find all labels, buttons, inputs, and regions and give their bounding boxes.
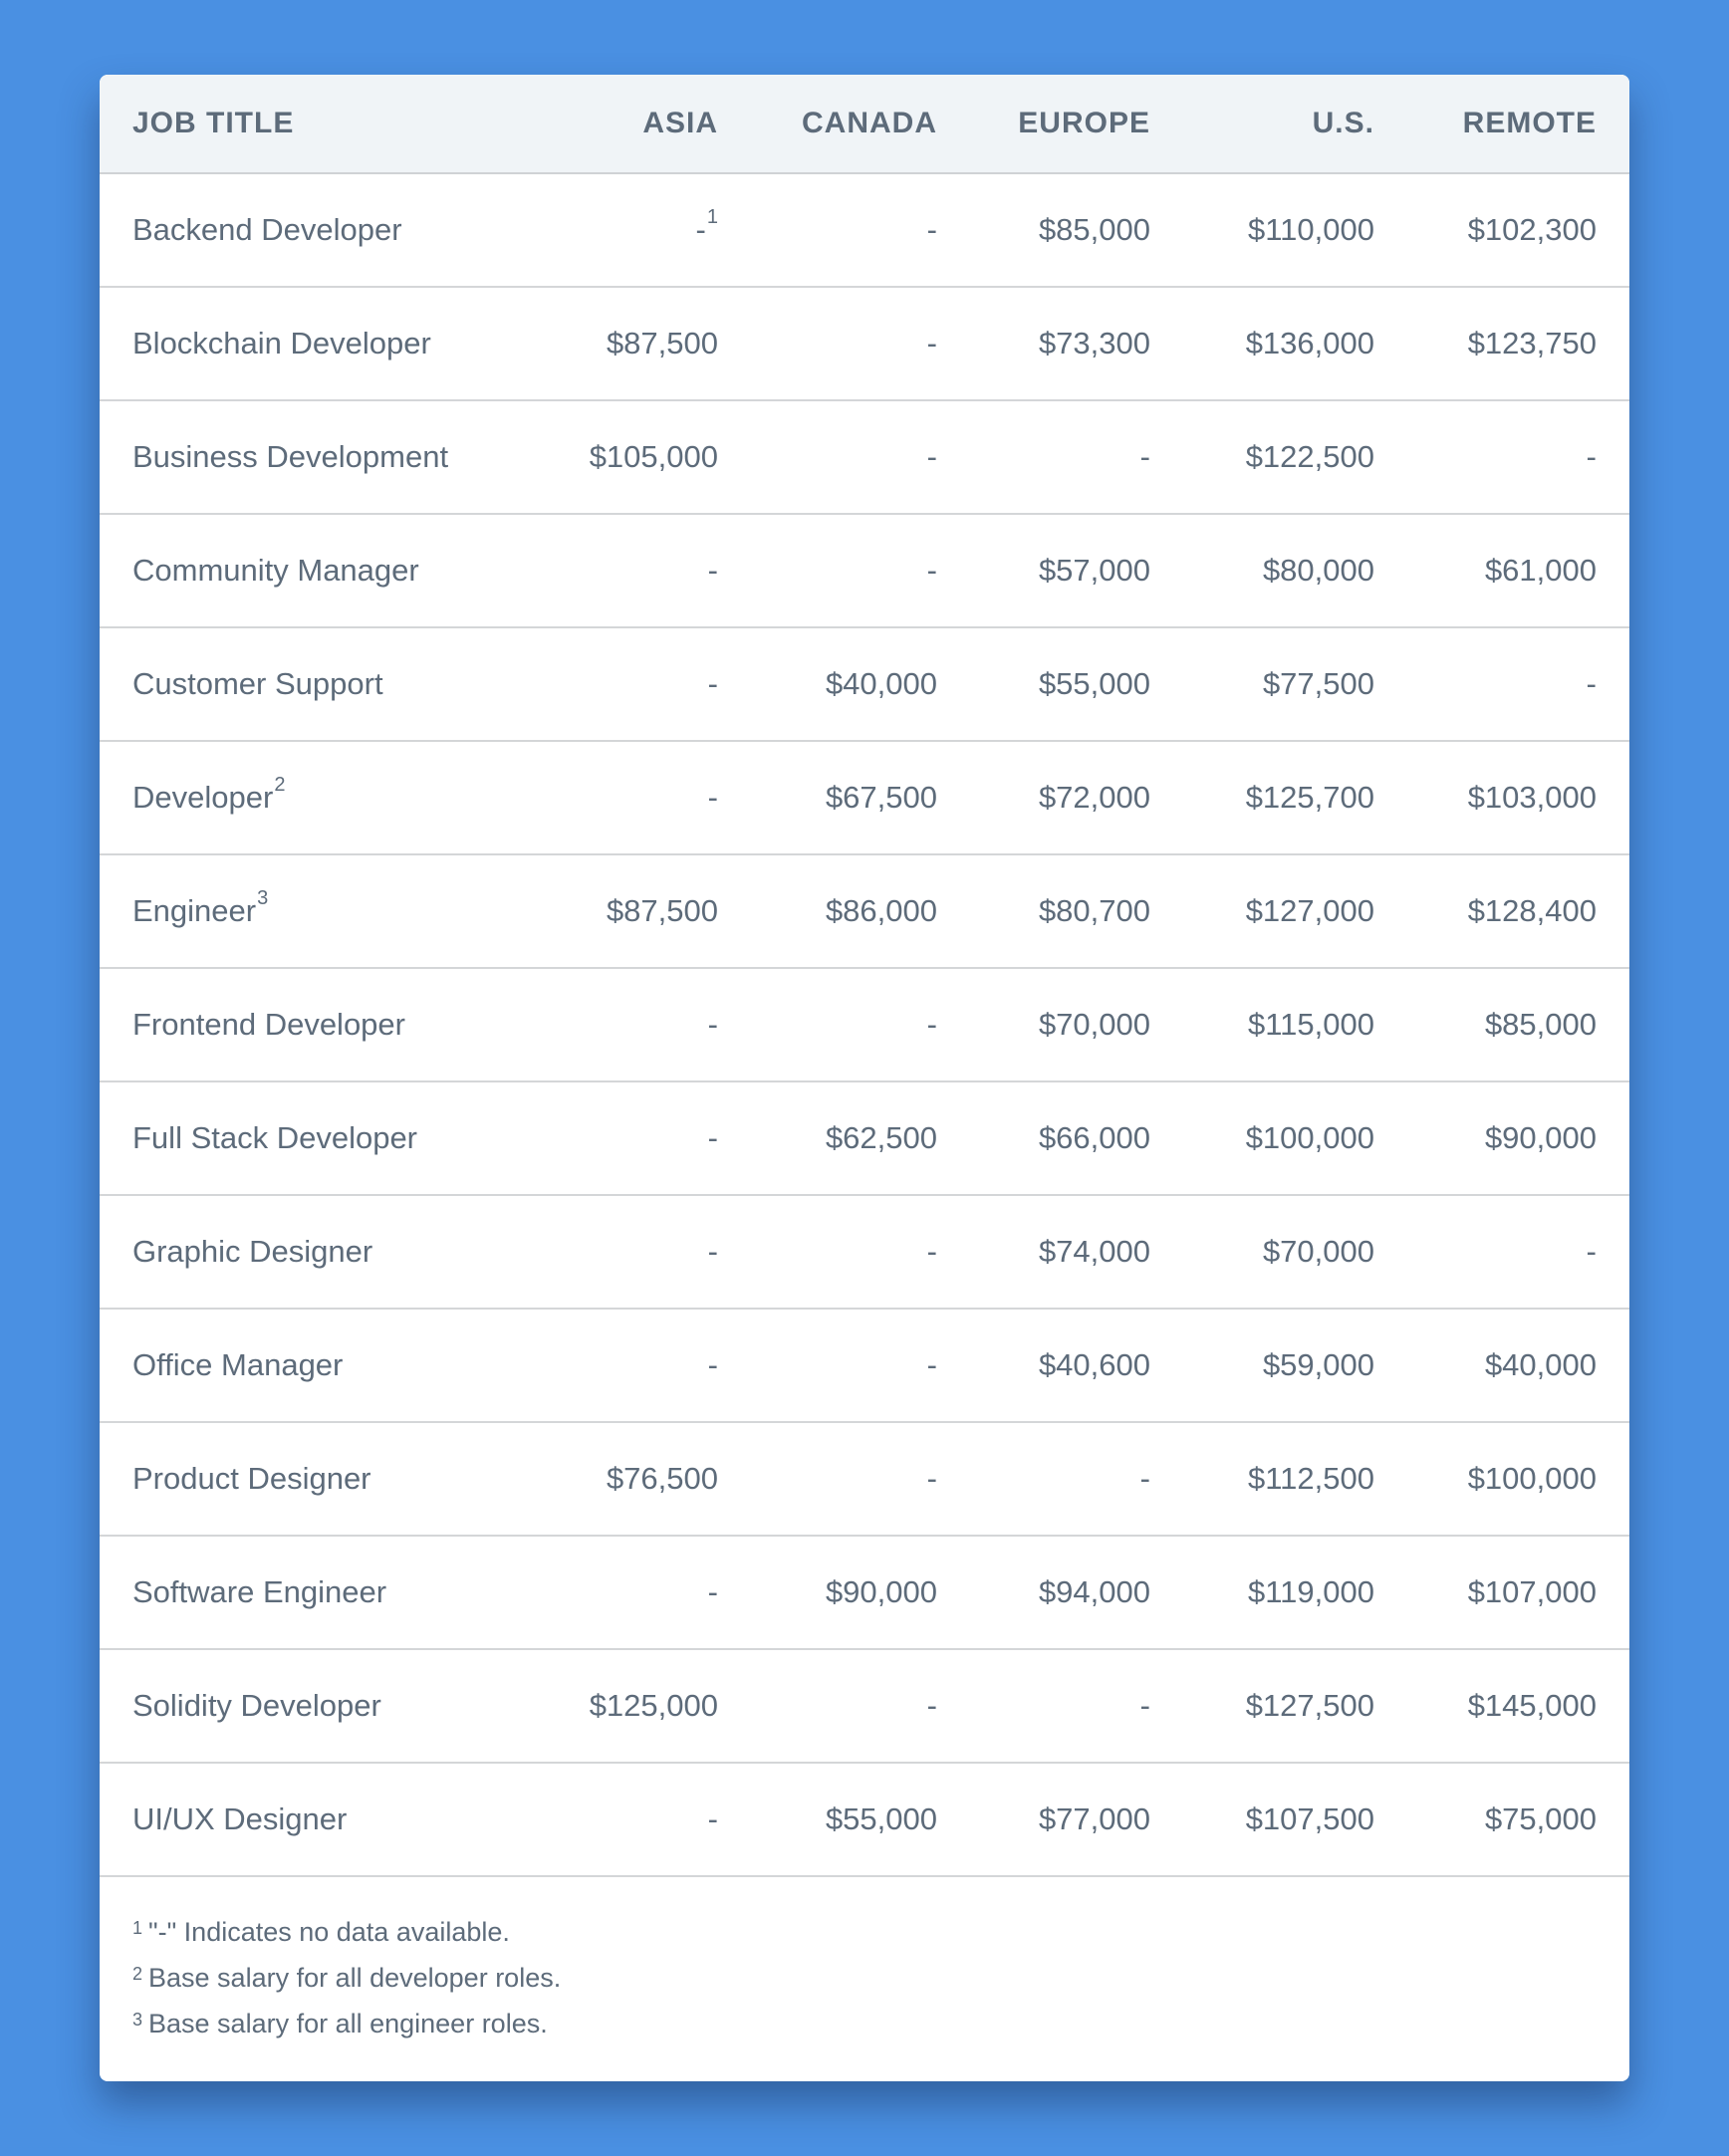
job-title: Developer [132,780,274,815]
salary-cell-canada [748,854,967,968]
salary-value: $72,000 [1038,780,1150,815]
job-title-cell [100,1536,569,1649]
column-header-remote[interactable]: REMOTE [1404,75,1629,173]
job-title: Backend Developer [132,212,402,247]
salary-value: $85,000 [1038,212,1150,247]
salary-value: $40,000 [1484,1347,1597,1382]
job-title-cell [100,287,569,400]
salary-cell-asia [569,854,748,968]
salary-cell-us [1180,741,1404,854]
job-title-cell [100,173,569,287]
salary-value: $57,000 [1038,553,1150,588]
salary-cell-remote [1404,968,1629,1081]
salary-cell-remote [1404,287,1629,400]
salary-value: $125,700 [1245,780,1374,815]
salary-cell-us [1180,1763,1404,1876]
table-header-row [100,75,1629,173]
job-title: Frontend Developer [132,1007,405,1042]
salary-cell-europe [967,287,1180,400]
salary-cell-us [1180,1649,1404,1763]
footnote [132,1909,1597,1955]
table-row [100,1763,1629,1876]
salary-cell-remote [1404,173,1629,287]
job-title: Solidity Developer [132,1688,381,1723]
salary-value: $90,000 [1484,1120,1597,1155]
salary-cell-europe [967,1195,1180,1309]
salary-value: $70,000 [1038,1007,1150,1042]
salary-cell-us [1180,287,1404,400]
footnote [132,2001,1597,2046]
salary-cell-europe [967,514,1180,627]
salary-cell-europe [967,173,1180,287]
salary-value: $136,000 [1245,326,1374,360]
salary-cell-remote [1404,400,1629,514]
salary-value: $74,000 [1038,1234,1150,1269]
salary-value: $61,000 [1484,553,1597,588]
salary-cell-us [1180,1081,1404,1195]
salary-cell-remote [1404,741,1629,854]
salary-cell-asia [569,968,748,1081]
salary-cell-europe [967,400,1180,514]
salary-value: $59,000 [1262,1347,1374,1382]
salary-value: - [926,1461,937,1496]
job-title-cell [100,627,569,741]
job-title-cell [100,1081,569,1195]
salary-cell-remote [1404,854,1629,968]
salary-value: $90,000 [825,1574,937,1609]
salary-value: - [926,212,937,247]
salary-value: - [1586,439,1597,474]
salary-cell-us [1180,968,1404,1081]
job-title-cell [100,400,569,514]
table-row [100,1422,1629,1536]
salary-cell-us [1180,514,1404,627]
salary-value: - [1586,666,1597,701]
column-header-us[interactable]: U.S. [1180,75,1404,173]
salary-cell-remote [1404,1649,1629,1763]
salary-cell-remote [1404,1309,1629,1422]
salary-cell-canada [748,968,967,1081]
salary-value: $107,500 [1245,1801,1374,1836]
salary-value: - [1139,439,1150,474]
salary-value: - [926,326,937,360]
salary-value: $115,000 [1248,1007,1374,1042]
salary-cell-canada [748,1649,967,1763]
salary-cell-europe [967,1649,1180,1763]
salary-cell-us [1180,627,1404,741]
salary-value: - [707,780,718,815]
salary-value: $75,000 [1484,1801,1597,1836]
salary-value: $76,500 [606,1461,718,1496]
table-row [100,1195,1629,1309]
salary-cell-europe [967,1536,1180,1649]
salary-cell-remote [1404,1195,1629,1309]
salary-value: $145,000 [1467,1688,1597,1723]
table-row [100,1309,1629,1422]
salary-value: $77,000 [1038,1801,1150,1836]
salary-cell-remote [1404,627,1629,741]
job-title: Graphic Designer [132,1234,373,1269]
salary-value: $87,500 [606,893,718,928]
table-row [100,287,1629,400]
salary-cell-europe [967,1309,1180,1422]
salary-value: $103,000 [1467,780,1597,815]
salary-value: $112,500 [1248,1461,1374,1496]
footnotes [100,1877,1629,2046]
salary-cell-europe [967,1081,1180,1195]
table-row [100,741,1629,854]
salary-cell-canada [748,1422,967,1536]
salary-cell-remote [1404,1536,1629,1649]
footnote-number: 1 [132,1918,143,1938]
job-title: Community Manager [132,553,419,588]
salary-value: $123,750 [1467,326,1597,360]
salary-value: $107,000 [1467,1574,1597,1609]
salary-value: - [926,439,937,474]
salary-value: $127,000 [1245,893,1374,928]
salary-table-card [100,75,1629,2081]
job-title: Software Engineer [132,1574,387,1609]
salary-value: $67,500 [825,780,937,815]
footnote-marker: 1 [706,206,718,228]
table-row [100,173,1629,287]
salary-cell-canada [748,173,967,287]
salary-cell-us [1180,1309,1404,1422]
salary-cell-asia [569,1536,748,1649]
salary-value: $100,000 [1467,1461,1597,1496]
salary-value: - [695,212,706,247]
salary-cell-us [1180,1422,1404,1536]
salary-cell-asia [569,1763,748,1876]
salary-value: $55,000 [825,1801,937,1836]
salary-value: $128,400 [1467,893,1597,928]
salary-cell-canada [748,1763,967,1876]
salary-cell-canada [748,1309,967,1422]
salary-cell-asia [569,400,748,514]
salary-cell-asia [569,1081,748,1195]
salary-value: - [707,1120,718,1155]
salary-cell-europe [967,968,1180,1081]
table-row [100,514,1629,627]
job-title: Product Designer [132,1461,371,1496]
salary-value: $110,000 [1248,212,1374,247]
footnote-number: 2 [132,1964,143,1984]
table-row [100,1081,1629,1195]
salary-value: $94,000 [1038,1574,1150,1609]
salary-value: $40,000 [825,666,937,701]
salary-cell-us [1180,400,1404,514]
salary-cell-remote [1404,1422,1629,1536]
footnote [132,1955,1597,2001]
column-header-job-title[interactable]: JOB TITLE [100,75,569,173]
salary-value: - [926,1234,937,1269]
salary-cell-canada [748,400,967,514]
table-row [100,1536,1629,1649]
salary-value: - [707,1574,718,1609]
job-title: Full Stack Developer [132,1120,418,1155]
salary-cell-canada [748,1536,967,1649]
salary-cell-canada [748,514,967,627]
salary-value: $119,000 [1248,1574,1374,1609]
salary-cell-canada [748,741,967,854]
job-title: Office Manager [132,1347,344,1382]
salary-value: $86,000 [825,893,937,928]
job-title-cell [100,854,569,968]
salary-value: - [707,1007,718,1042]
footnote-text: Base salary for all engineer roles. [148,2009,548,2038]
salary-value: - [707,666,718,701]
salary-cell-europe [967,1422,1180,1536]
salary-cell-asia [569,1309,748,1422]
column-header-canada[interactable]: CANADA [748,75,967,173]
salary-value: $73,300 [1038,326,1150,360]
job-title: Blockchain Developer [132,326,431,360]
salary-value: $40,600 [1038,1347,1150,1382]
table-row [100,1649,1629,1763]
job-title: UI/UX Designer [132,1801,348,1836]
salary-value: $55,000 [1038,666,1150,701]
job-title-cell [100,968,569,1081]
salary-cell-canada [748,287,967,400]
job-title-cell [100,1649,569,1763]
salary-cell-asia [569,1195,748,1309]
salary-cell-us [1180,1195,1404,1309]
salary-cell-asia [569,1422,748,1536]
salary-cell-remote [1404,514,1629,627]
salary-cell-europe [967,1763,1180,1876]
salary-cell-us [1180,1536,1404,1649]
salary-cell-canada [748,1081,967,1195]
table-row [100,854,1629,968]
salary-value: - [707,1347,718,1382]
salary-value: - [926,1007,937,1042]
footnote-text: "-" Indicates no data available. [148,1917,510,1947]
salary-value: - [1139,1461,1150,1496]
table-row [100,627,1629,741]
table-row [100,968,1629,1081]
salary-cell-asia [569,514,748,627]
job-title-cell [100,1763,569,1876]
job-title: Engineer [132,893,257,928]
salary-cell-europe [967,854,1180,968]
salary-value: $100,000 [1245,1120,1374,1155]
salary-cell-asia [569,741,748,854]
salary-value: $105,000 [589,439,718,474]
salary-value: - [707,1234,718,1269]
salary-cell-us [1180,173,1404,287]
salary-value: - [926,1347,937,1382]
salary-value: $70,000 [1262,1234,1374,1269]
column-header-asia[interactable]: ASIA [569,75,748,173]
salary-cell-europe [967,741,1180,854]
salary-cell-remote [1404,1763,1629,1876]
job-title-cell [100,1309,569,1422]
salary-value: - [926,553,937,588]
salary-value: $80,700 [1038,893,1150,928]
salary-cell-asia [569,173,748,287]
job-title-cell [100,1422,569,1536]
job-title: Customer Support [132,666,383,701]
salary-value: $87,500 [606,326,718,360]
salary-cell-asia [569,287,748,400]
job-title-cell [100,741,569,854]
salary-value: - [926,1688,937,1723]
salary-value: $66,000 [1038,1120,1150,1155]
table-row [100,400,1629,514]
salary-value: $62,500 [825,1120,937,1155]
salary-value: - [707,553,718,588]
footnote-marker: 2 [274,774,286,796]
salary-value: $122,500 [1245,439,1374,474]
salary-table [100,75,1629,1877]
salary-cell-canada [748,627,967,741]
salary-cell-asia [569,627,748,741]
salary-value: $77,500 [1262,666,1374,701]
footnote-number: 3 [132,2010,143,2030]
job-title: Business Development [132,439,449,474]
salary-value: $80,000 [1262,553,1374,588]
salary-value: - [1586,1234,1597,1269]
footnote-text: Base salary for all developer roles. [148,1963,562,1993]
table-body [100,173,1629,1876]
job-title-cell [100,514,569,627]
job-title-cell [100,1195,569,1309]
salary-cell-canada [748,1195,967,1309]
salary-value: - [707,1801,718,1836]
salary-value: $127,500 [1245,1688,1374,1723]
salary-cell-asia [569,1649,748,1763]
salary-value: $125,000 [589,1688,718,1723]
salary-cell-us [1180,854,1404,968]
salary-value: $85,000 [1484,1007,1597,1042]
salary-cell-europe [967,627,1180,741]
footnote-marker: 3 [257,887,269,909]
salary-value: - [1139,1688,1150,1723]
column-header-europe[interactable]: EUROPE [967,75,1180,173]
salary-cell-remote [1404,1081,1629,1195]
salary-value: $102,300 [1467,212,1597,247]
